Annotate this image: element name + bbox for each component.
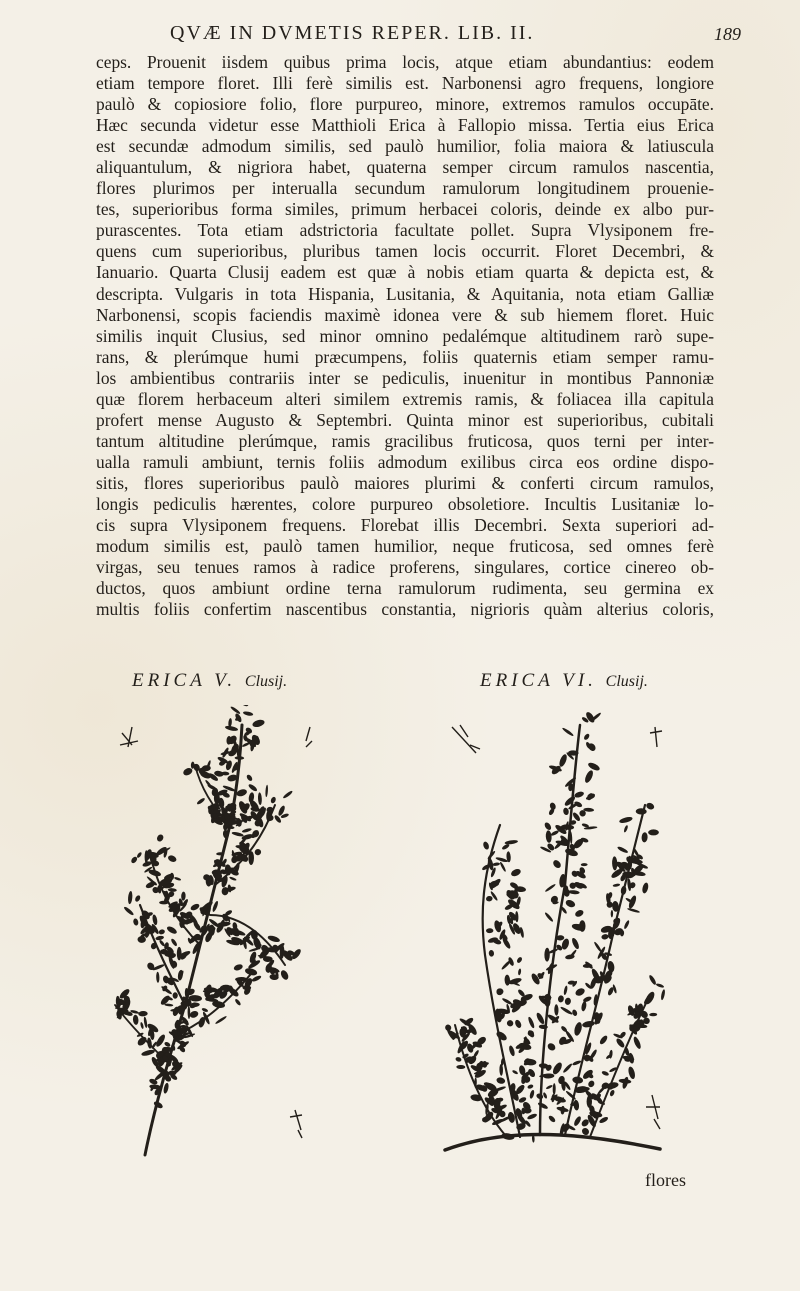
- text-line: purascentes. Tota etiam adstrictoria facultate pollet. Supra Vlysiponem fre-: [96, 220, 714, 241]
- text-line: aliquantulum, & nigriora habet, quaterna semper circum ramulos nascentia,: [96, 157, 714, 178]
- page-number: 189: [714, 24, 741, 44]
- caption-name: ERICA V.: [132, 670, 237, 691]
- text-line: Narbonensi, scopis faciendis maximè idonea vere & sub hiemem floret. Huic: [96, 304, 714, 325]
- figure-caption-erica-vi: [480, 670, 648, 692]
- text-line: Hæc secunda videtur esse Matthioli Erica à Fallopio missa. Tertia eius Erica: [96, 115, 714, 136]
- erica-vi-illustration: [440, 705, 690, 1160]
- text-line: profert mense Augusto & Septembri. Quinta minor est superioribus, cubitali: [96, 409, 714, 430]
- text-line: ualla ramuli ambiunt, ternis foliis admodum exilibus circa eos ordine dispo-: [96, 451, 714, 472]
- text-line: similis inquit Clusius, sed minor omnino pedalémque altitudinem rarò supe-: [96, 325, 714, 346]
- caption-author: Clusij.: [605, 673, 648, 690]
- text-line: etiam tempore floret. Illi ferè similis est. Narbonensi agro frequens, longiore: [96, 73, 714, 94]
- text-line: longis pediculis hærentes, colore purpureo obsoletiore. Incultis Lusitaniæ lo-: [96, 493, 714, 514]
- text-line: multis foliis confertim nascentibus constantia, nigrioris quàm alterius coloris,: [96, 599, 714, 620]
- text-line: modum similis est, paulò tamen humilior, neque fruticosa, sed omnes ferè: [96, 536, 714, 557]
- caption-name: ERICA VI.: [480, 670, 597, 691]
- page-header: [0, 22, 800, 52]
- text-line: tes, superioribus forma similes, primum herbacei coloris, deinde ex albo pur-: [96, 199, 714, 220]
- text-line: cis supra Vlysiponem frequens. Florebat illis Decembri. Sexta superiori ad-: [96, 515, 714, 536]
- text-line: descripta. Vulgaris in tota Hispania, Lusitania, & Aquitania, nota etiam Galliæ: [96, 283, 714, 304]
- figure-caption-erica-v: [132, 670, 287, 692]
- erica-v-illustration: [100, 705, 330, 1165]
- text-line: quæ florem herbaceum alteri similem extremis ramis, & foliacea illa capitula: [96, 388, 714, 409]
- text-line: paulò & copiosiore folio, flore purpureo, minore, extremos ramulos occupāte.: [96, 94, 714, 115]
- body-text: [96, 52, 714, 620]
- text-line: sitis, flores superioribus paulò maiores plurimi & conferti circum ramulos,: [96, 472, 714, 493]
- caption-author: Clusij.: [244, 673, 288, 690]
- text-line: virgas, seu tenues ramos à radice proferens, singulares, cortice cinereo ob-: [96, 557, 714, 578]
- text-line: tantum altitudine plerúmque, ramis gracilibus fruticosa, quos terni per inter-: [96, 430, 714, 451]
- text-line: rans, & plerúmque humi præcumpens, foliis quaternis etiam semper ramu-: [96, 346, 714, 367]
- text-line: est secundæ admodum similis, sed paulò humilior, folia maiora & latiuscula: [96, 136, 714, 157]
- text-line: flores plurimos per interualla secundum ramulorum longitudinem prouenie-: [96, 178, 714, 199]
- text-line: los ambientibus contrariis inter se pediculis, inuenitur in montibus Pannoniæ: [96, 367, 714, 388]
- text-line: Ianuario. Quarta Clusij eadem est quæ à nobis etiam quarta & depicta est, &: [96, 262, 714, 283]
- running-head: QVÆ IN DVMETIS REPER. LIB. II.: [170, 22, 535, 44]
- text-line: quens cum superioribus, pluribus tamen locis occurrit. Floret Decembri, &: [96, 241, 714, 262]
- text-line: ceps. Prouenit iisdem quibus prima locis, atque etiam abundantius: eodem: [96, 52, 714, 72]
- text-line: ductos, quos ambiunt ordine terna ramulorum rudimenta, seu germina ex: [96, 578, 714, 599]
- flores-label: flores: [645, 1170, 686, 1190]
